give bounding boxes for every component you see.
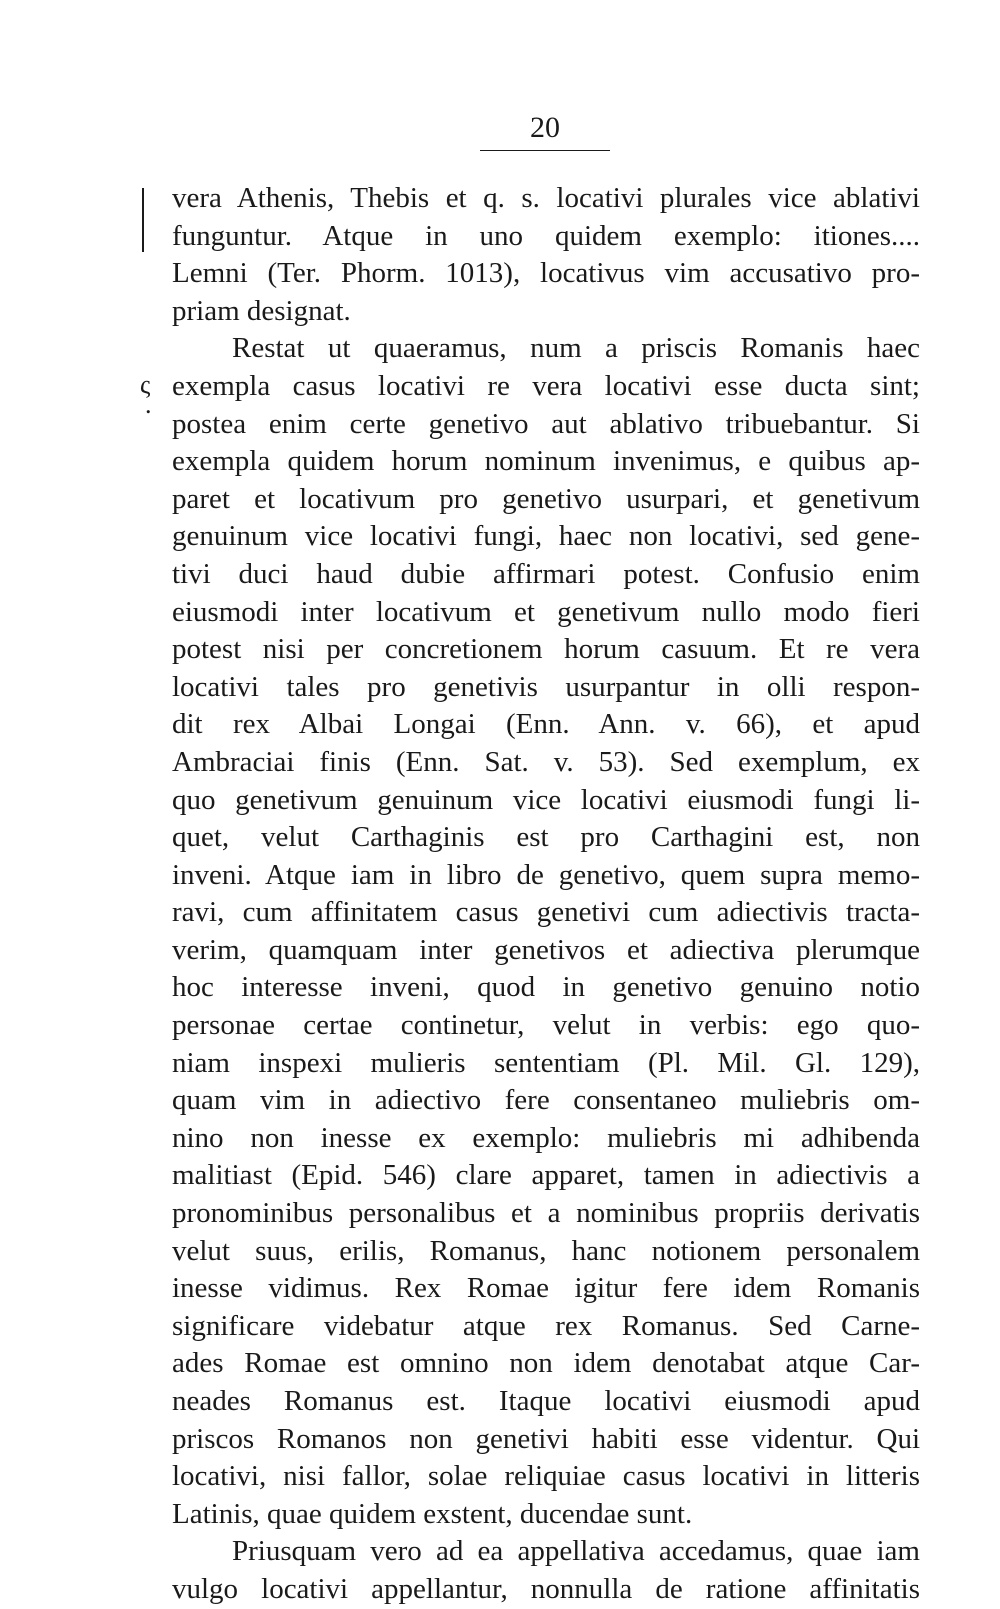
text-line: exempla quidem horum nominum invenimus, e quibus ap-: [172, 445, 920, 478]
text-line: neades Romanus est. Itaque locativi eiusmodi apud: [172, 1385, 920, 1417]
text-line: paret et locativum pro genetivo usurpari, et genetivum: [172, 482, 920, 515]
text-line: significare videbatur atque rex Romanus. Sed Carne-: [172, 1309, 920, 1342]
text-line: Latinis, quae quidem exstent, ducendae sunt.: [172, 1497, 693, 1530]
text-line: niam inspexi mulieris sententiam (Pl. Mil. Gl. 129),: [172, 1046, 920, 1079]
text-line: Lemni (Ter. Phorm. 1013), locativus vim accusativo pro-: [172, 257, 920, 290]
text-line: vera Athenis, Thebis et q. s. locativi plurales vice ablativi: [172, 182, 920, 214]
text-line: exempla casus locativi re vera locativi esse ducta sint;: [172, 369, 920, 402]
text-line: locativi, nisi fallor, solae reliquiae casus locativi in litteris: [172, 1460, 920, 1493]
text-line: tivi duci haud dubie affirmari potest. Confusio enim: [172, 557, 920, 590]
text-line: quo genetivum genuinum vice locativi eiusmodi fungi li-: [172, 783, 920, 816]
body-text: [172, 180, 920, 1609]
text-line: priam designat.: [172, 294, 351, 327]
paragraph-start-line: Priusquam vero ad ea appellativa accedamus, quae iam: [232, 1535, 920, 1568]
text-line: quet, velut Carthaginis est pro Carthagini est, non: [172, 821, 920, 854]
text-line: hoc interesse inveni, quod in genetivo genuino notio: [172, 971, 920, 1004]
text-line: priscos Romanos non genetivi habiti esse videntur. Qui: [172, 1422, 920, 1455]
text-line: genuinum vice locativi fungi, haec non locativi, sed gene-: [172, 520, 920, 553]
text-line: vulgo locativi appellantur, nonnulla de ratione affinitatis: [172, 1572, 920, 1605]
text-line: potest nisi per concretionem horum casuum. Et re vera: [172, 633, 920, 666]
text-line: ravi, cum affinitatem casus genetivi cum adiectivis tracta-: [172, 896, 920, 929]
page-number: 20: [480, 108, 610, 151]
text-line: quam vim in adiectivo fere consentaneo muliebris om-: [172, 1084, 920, 1117]
margin-annotation-mark: ς: [140, 370, 151, 399]
text-line: postea enim certe genetivo aut ablativo tribuebantur. Si: [172, 407, 920, 440]
text-line: verim, quamquam inter genetivos et adiectiva plerumque: [172, 933, 920, 966]
margin-bar-mark: [142, 188, 144, 252]
text-line: inveni. Atque iam in libro de genetivo, quem supra memo-: [172, 858, 920, 891]
text-line: pronominibus personalibus et a nominibus propriis derivatis: [172, 1197, 920, 1230]
text-line: eiusmodi inter locativum et genetivum nullo modo fieri: [172, 595, 920, 628]
text-line: inesse vidimus. Rex Romae igitur fere idem Romanis: [172, 1272, 920, 1305]
margin-dot-mark: .: [145, 390, 152, 419]
text-line: funguntur. Atque in uno quidem exemplo: itiones....: [172, 219, 920, 252]
text-line: locativi tales pro genetivis usurpantur in olli respon-: [172, 670, 920, 703]
paragraph-start-line: Restat ut quaeramus, num a priscis Romanis haec: [232, 332, 920, 365]
text-line: personae certae continetur, velut in verbis: ego quo-: [172, 1009, 920, 1042]
text-line: ades Romae est omnino non idem denotabat atque Car-: [172, 1347, 920, 1380]
text-line: dit rex Albai Longai (Enn. Ann. v. 66), et apud: [172, 708, 920, 741]
text-line: velut suus, erilis, Romanus, hanc notionem personalem: [172, 1234, 920, 1267]
text-line: Ambraciai finis (Enn. Sat. v. 53). Sed exemplum, ex: [172, 745, 920, 778]
text-line: nino non inesse ex exemplo: muliebris mi adhibenda: [172, 1121, 920, 1154]
text-line: malitiast (Epid. 546) clare apparet, tamen in adiectivis a: [172, 1159, 920, 1192]
